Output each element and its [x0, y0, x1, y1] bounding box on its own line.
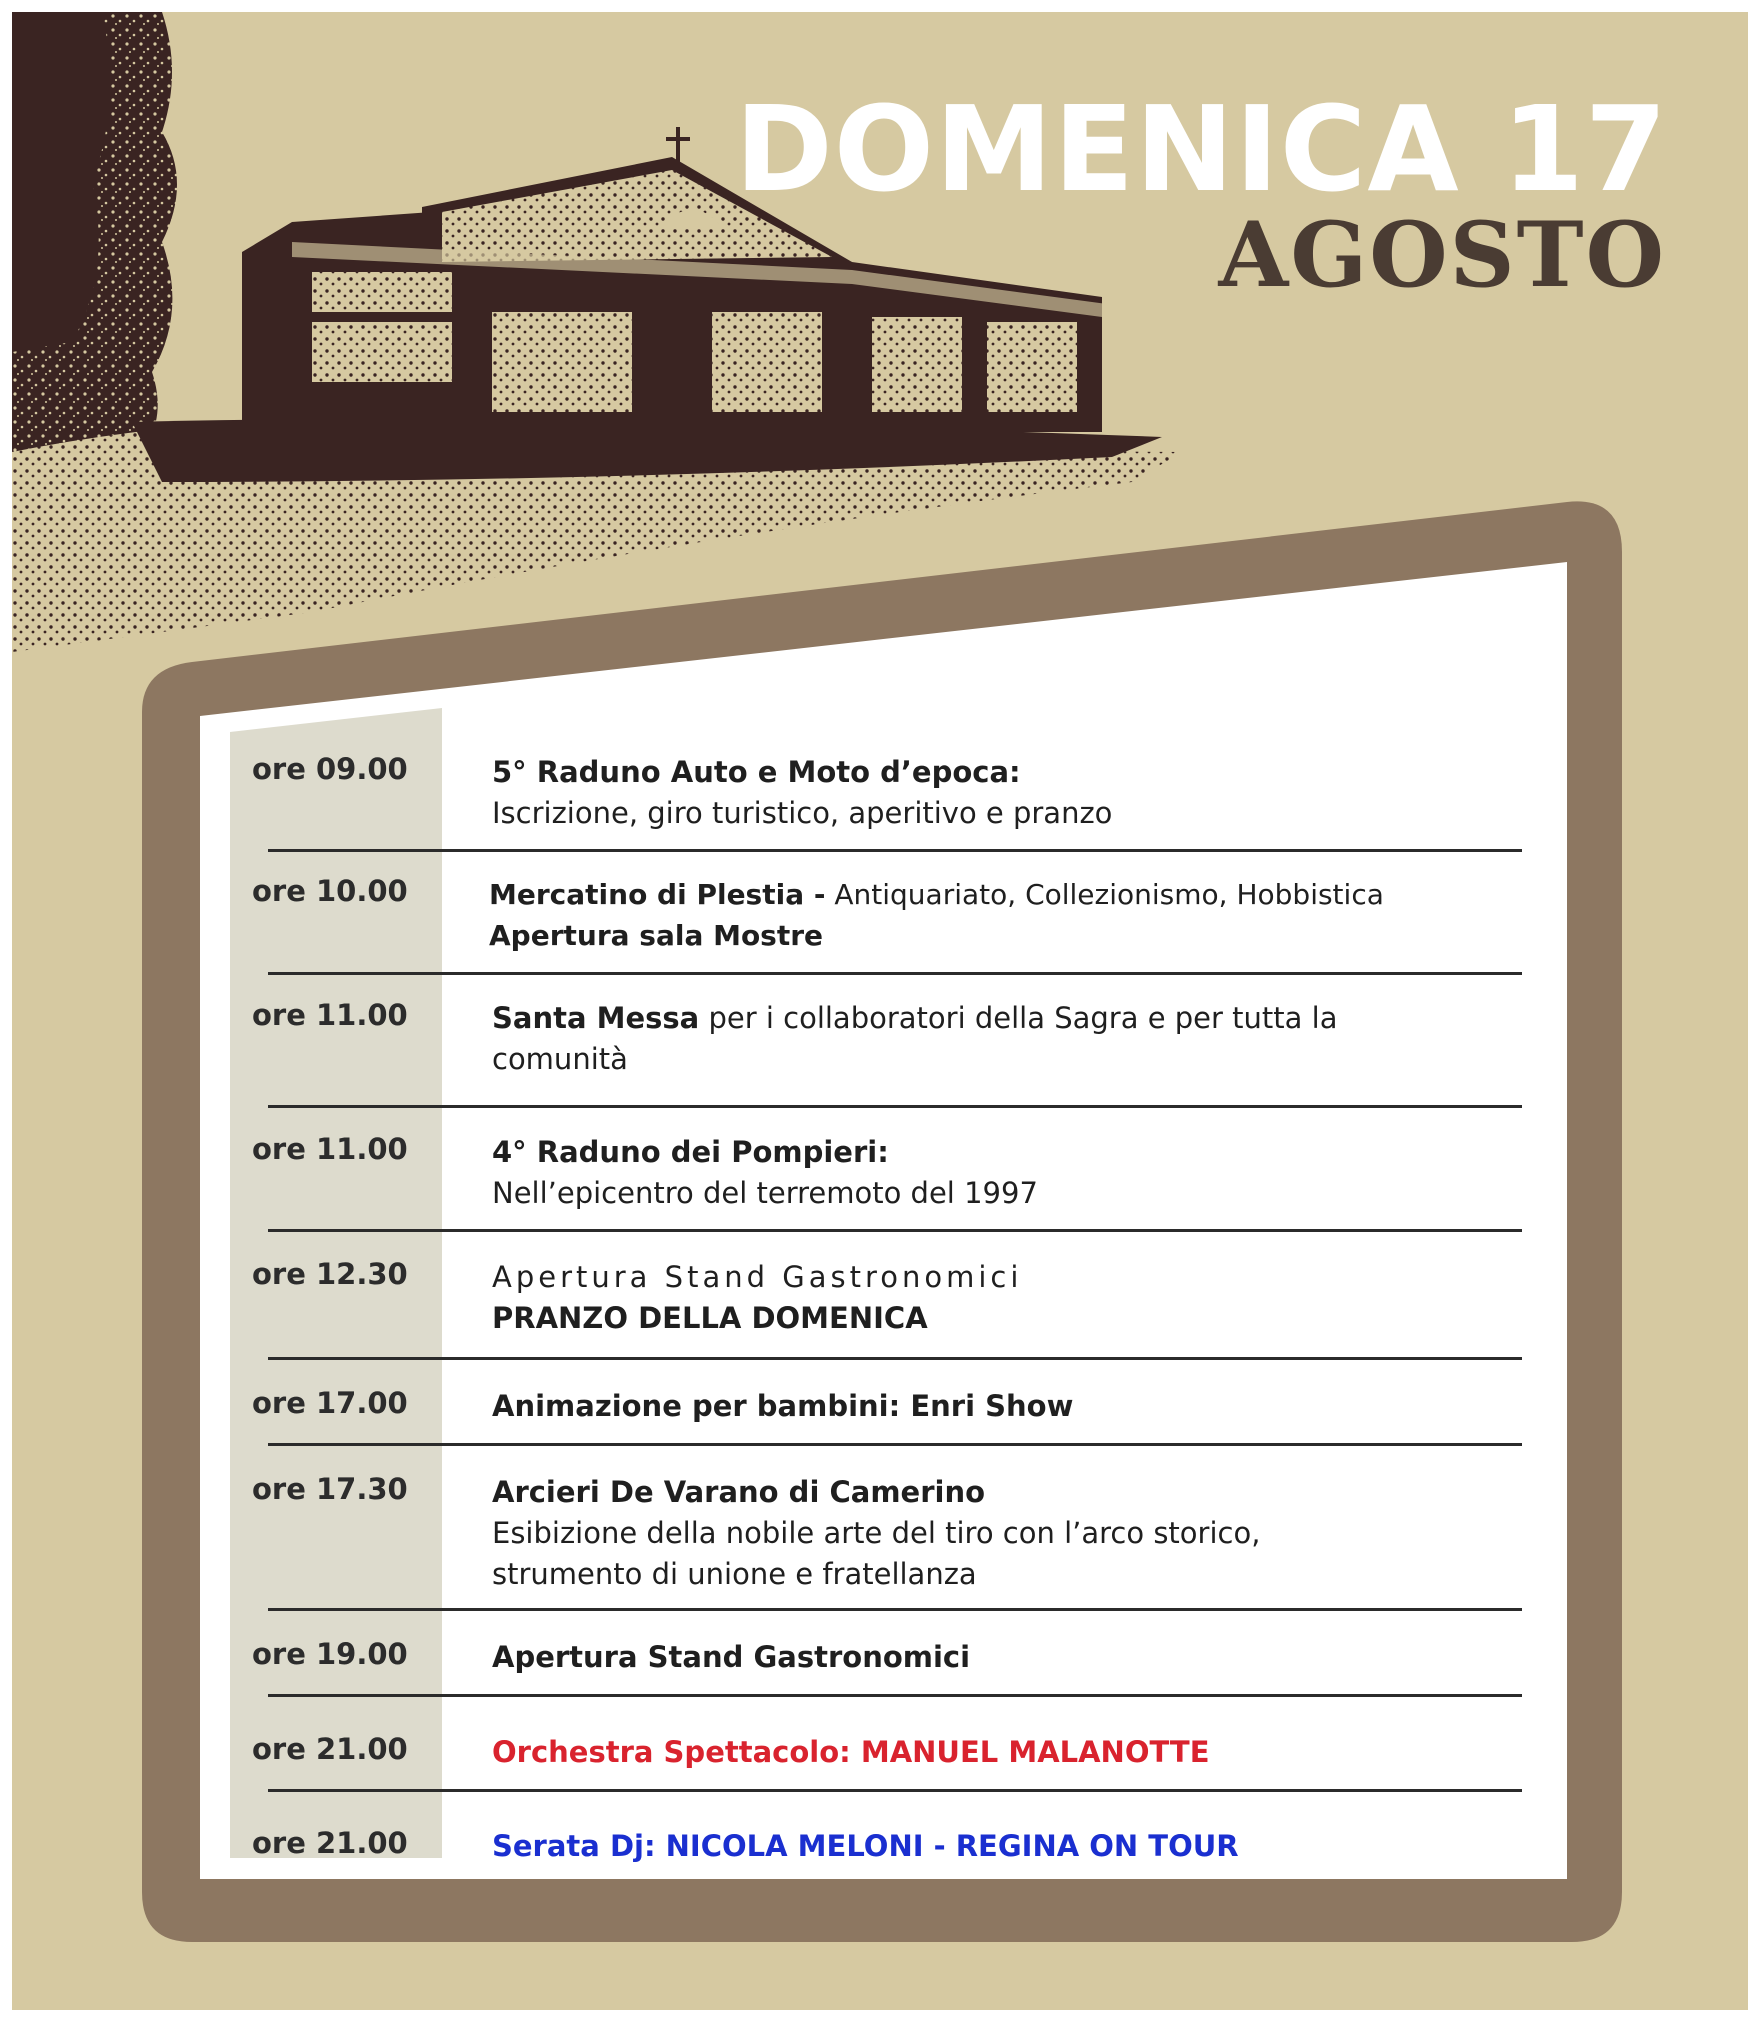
separator [268, 1443, 1522, 1446]
event-line2: Apertura sala Mostre [489, 919, 824, 952]
separator [268, 849, 1522, 852]
event-detail: Antiquariato, Collezionismo, Hobbistica [825, 878, 1384, 911]
schedule [234, 732, 1524, 1872]
event-text [492, 1132, 1532, 1214]
event-title: Arcieri De Varano di Camerino [492, 1475, 986, 1509]
event-detail: Esibizione della nobile arte del tiro con l’arco storico, strumento di unione e fratellanza [492, 1516, 1261, 1591]
title-day: DOMENICA 17 [734, 80, 1668, 218]
poster [12, 12, 1748, 2010]
event-time: ore 21.00 [252, 1826, 408, 1860]
separator [268, 1789, 1522, 1792]
separator [268, 1694, 1522, 1697]
event-text [492, 1472, 1392, 1595]
event-text [492, 752, 1532, 834]
event-time: ore 17.30 [252, 1472, 408, 1506]
event-title-highlight: Orchestra Spettacolo: MANUEL MALANOTTE [492, 1735, 1210, 1769]
event-time: ore 11.00 [252, 998, 408, 1032]
event-title: Mercatino di Plestia - [489, 878, 826, 911]
event-detail: Nell’epicentro del terremoto del 1997 [492, 1176, 1038, 1210]
event-text [492, 998, 1482, 1080]
event-title: 4° Raduno dei Pompieri: [492, 1135, 889, 1169]
event-text [492, 1386, 1532, 1427]
event-detail: PRANZO DELLA DOMENICA [492, 1301, 928, 1335]
event-time: ore 21.00 [252, 1732, 408, 1766]
event-text [492, 1732, 1532, 1773]
title-month: AGOSTO [1218, 202, 1666, 308]
event-time: ore 11.00 [252, 1132, 408, 1166]
event-title: Apertura Stand Gastronomici [492, 1260, 1023, 1294]
separator [268, 1608, 1522, 1611]
event-text [492, 1637, 1532, 1678]
event-time: ore 19.00 [252, 1637, 408, 1671]
separator [268, 1229, 1522, 1232]
event-text [492, 1257, 1532, 1339]
event-time: ore 09.00 [252, 752, 408, 786]
event-title: 5° Raduno Auto e Moto d’epoca: [492, 755, 1021, 789]
event-text [492, 1826, 1532, 1867]
separator [268, 972, 1522, 975]
event-title: Santa Messa [492, 1001, 700, 1035]
separator [268, 1105, 1522, 1108]
event-time: ore 10.00 [252, 874, 408, 908]
event-time: ore 12.30 [252, 1257, 408, 1291]
event-title: Animazione per bambini: Enri Show [492, 1389, 1074, 1423]
event-title-highlight: Serata Dj: NICOLA MELONI - REGINA ON TOUR [492, 1829, 1239, 1863]
event-time: ore 17.00 [252, 1386, 408, 1420]
separator [268, 1357, 1522, 1360]
event-detail: per i collaboratori della Sagra e per tutta la comunità [492, 1001, 1338, 1076]
event-title: Apertura Stand Gastronomici [492, 1640, 971, 1674]
event-detail: Iscrizione, giro turistico, aperitivo e pranzo [492, 796, 1113, 830]
event-text [489, 874, 1549, 956]
